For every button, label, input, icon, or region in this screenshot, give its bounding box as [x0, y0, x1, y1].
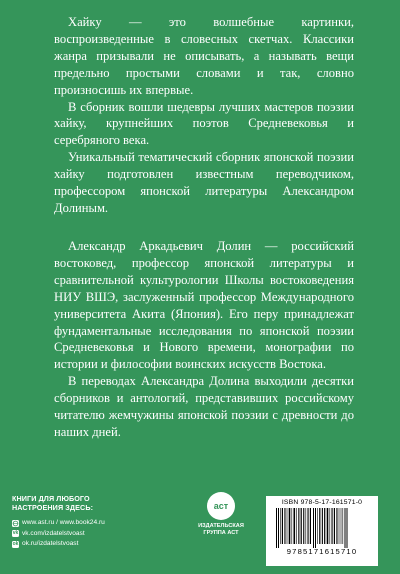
barcode-bar: [315, 508, 316, 548]
publisher-name: [198, 523, 244, 536]
link-ok[interactable]: [12, 539, 105, 550]
publisher-name-line: ИЗДАТЕЛЬСКАЯ: [198, 523, 244, 529]
barcode-bar: [345, 508, 346, 548]
barcode-bar: [322, 508, 323, 544]
link-vk[interactable]: [12, 529, 105, 540]
barcode-bar: [310, 508, 311, 544]
blurb-line: НАСТРОЕНИЯ ЗДЕСЬ:: [12, 503, 94, 512]
barcode-bar: [301, 508, 302, 544]
barcode-bar: [319, 508, 320, 544]
ok-icon: ok: [12, 540, 19, 547]
link-text: www.ast.ru / www.book24.ru: [22, 519, 105, 526]
barcode-bar: [292, 508, 293, 544]
ast-logo-icon: аст: [207, 492, 235, 520]
barcode-bar: [294, 508, 296, 544]
author-bio: [54, 238, 354, 441]
barcode-bar: [280, 508, 281, 544]
publisher-logo: [198, 492, 244, 536]
barcode-bar: [313, 508, 314, 548]
barcode-bar: [303, 508, 304, 544]
barcode-bar: [330, 508, 331, 544]
barcode: [266, 496, 378, 566]
footer-blurb: [12, 494, 93, 512]
annotation-text: [54, 14, 354, 217]
barcode-bar: [296, 508, 297, 544]
barcode-bar: [306, 508, 307, 544]
vk-icon: vk: [12, 530, 19, 537]
annotation-paragraph: Уникальный тематический сборник японской поэзии хайку подготовлен известным переводчиком, профессором японской литературы Александром Долиным.: [54, 150, 354, 215]
barcode-bar: [289, 508, 291, 544]
barcode-bar: [334, 508, 335, 544]
author-paragraph: В переводах Александра Долина выходили десятки сборников и антологий, представивших российскому читателю жемчужины японской поэзии с древности до наших дней.: [54, 374, 354, 439]
barcode-bar: [327, 508, 329, 544]
barcode-bar: [336, 508, 337, 544]
barcode-bar: [287, 508, 288, 544]
annotation-paragraph: В сборник вошли шедевры лучших мастеров поэзии хайку, крупнейших поэтов Средневековья и серебряного века.: [54, 99, 354, 148]
barcode-bar: [308, 508, 309, 544]
barcode-bar: [317, 508, 318, 544]
link-text: vk.com/izdatelstvoast: [22, 529, 85, 537]
barcode-bar: [347, 508, 348, 548]
barcode-bar: [278, 508, 279, 548]
isbn-label: ISBN 978-5-17-161571-0: [281, 499, 363, 506]
blurb-line: КНИГИ ДЛЯ ЛЮБОГО: [12, 494, 90, 503]
ean-digits: 9785171615710: [286, 547, 358, 556]
barcode-bar: [282, 508, 283, 544]
barcode-bar: [343, 508, 344, 544]
barcode-bars: [272, 508, 372, 548]
author-paragraph: Александр Аркадьевич Долин — российский востоковед, профессор японской литературы и сравнительной культурологии Школы востоковедения НИУ ВШЭ, заслуженный профессор Международного университета Акита (Япония). Его перу принадлежат фундаментальные исследования по японской поэзии Средневековья и Нового времени, монографии по истории и философии воинских искусств Востока.: [54, 239, 354, 372]
barcode-bar: [339, 508, 340, 544]
link-website[interactable]: [12, 518, 105, 529]
barcode-bar: [341, 508, 342, 544]
barcode-bar: [284, 508, 285, 544]
barcode-bar: [332, 508, 333, 544]
barcode-bar: [276, 508, 277, 548]
barcode-bar: [298, 508, 299, 544]
barcode-bar: [324, 508, 325, 544]
annotation-paragraph: Хайку — это волшебные картинки, воспроизведенные в словесных скетчах. Классики жанра призывали не описывать, а называть вещи предельно простыми словами и так, словно произносишь их впервые.: [54, 15, 354, 97]
publisher-links: [12, 518, 105, 550]
globe-icon: [12, 520, 19, 527]
publisher-name-line: ГРУППА АСТ: [203, 529, 239, 536]
link-text: ok.ru/izdatelstvoast: [22, 540, 79, 547]
